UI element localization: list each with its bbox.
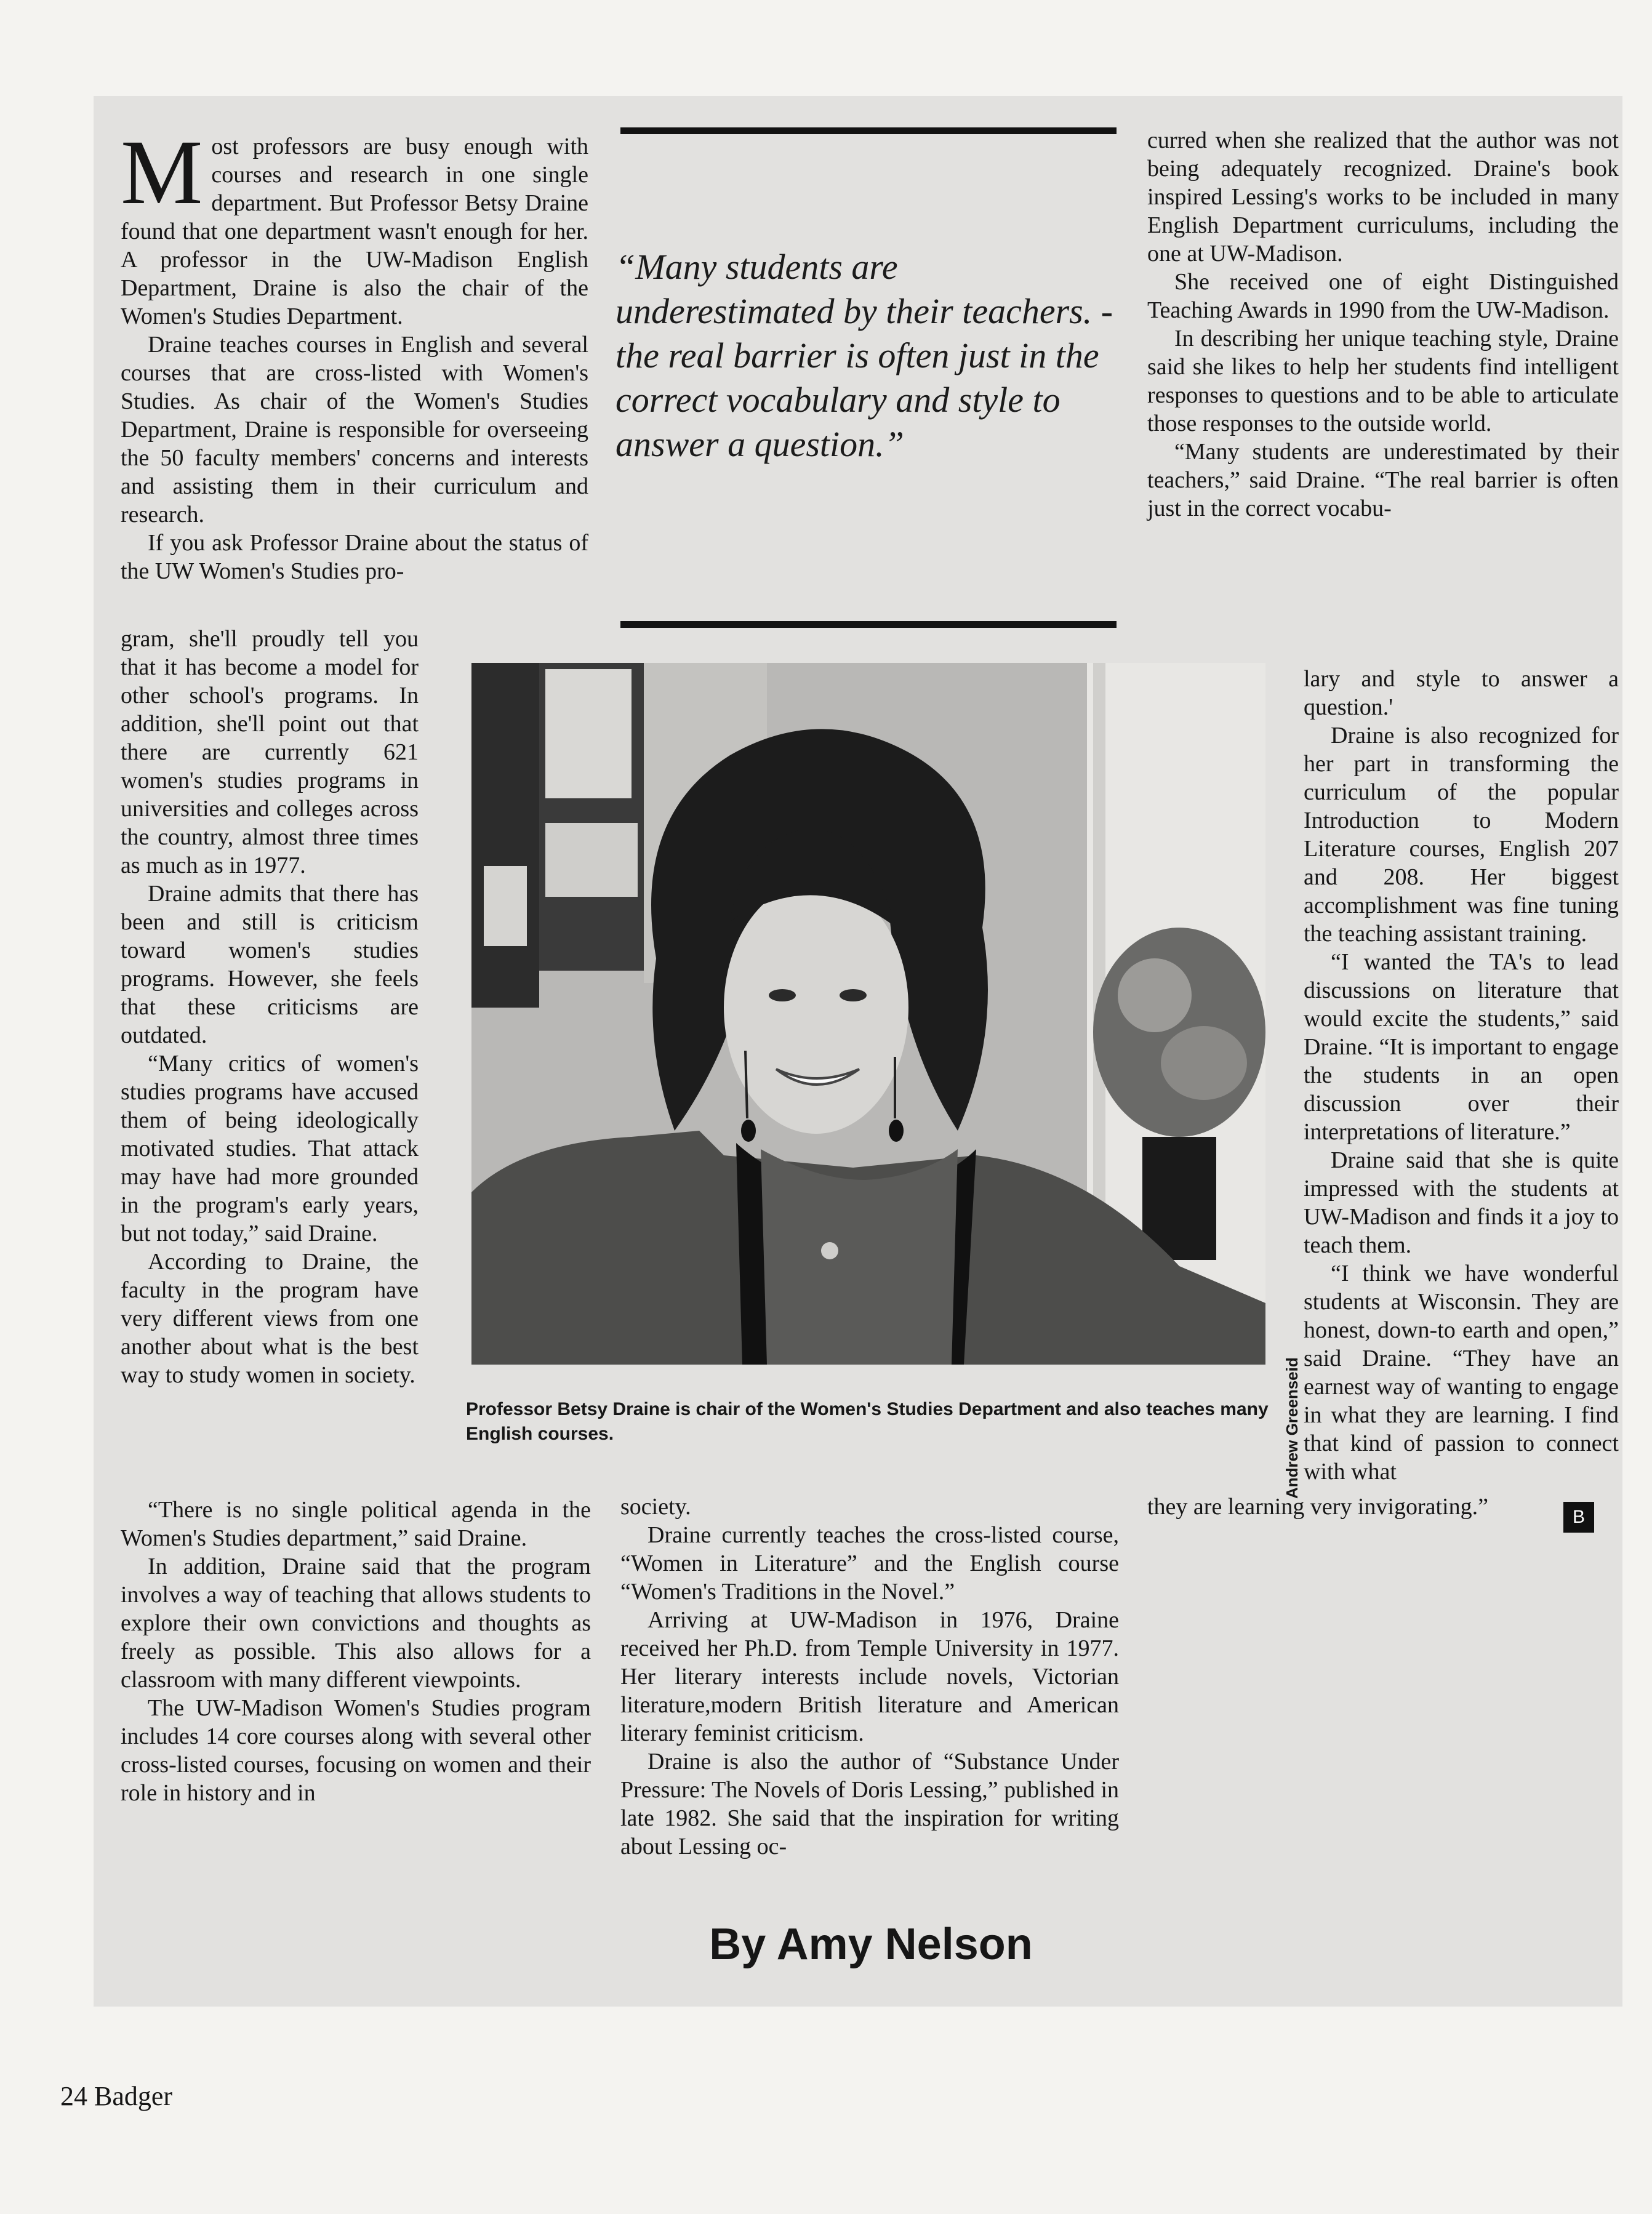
page-folio: 24 Badger	[60, 2081, 173, 2111]
paragraph: Arriving at UW-Madison in 1976, Draine received her Ph.D. from Temple University in 1977. Her literary interests include novels, Victorian literature,modern British literature and American literary feminist criticism.	[620, 1607, 1119, 1746]
paragraph: “There is no single political agenda in the Women's Studies department,” said Draine.	[121, 1497, 591, 1551]
drop-cap: M	[121, 121, 203, 223]
article-column-1-narrow	[121, 625, 419, 1389]
portrait-photo	[471, 663, 1265, 1365]
end-mark-icon: B	[1563, 1502, 1594, 1533]
paragraph: Draine admits that there has been and still is criticism toward women's studies programs. However, she feels that these criticisms are outdated.	[121, 881, 419, 1048]
article-column-1-bottom	[121, 1496, 591, 1807]
portrait-illustration	[471, 663, 1265, 1365]
paragraph: curred when she realized that the author was not being adequately recognized. Draine's book inspired Lessing's works to be included in many English Department curriculums, including the one at UW-Madison.	[1147, 127, 1619, 267]
paragraph: Draine is also the author of “Substance Under Pressure: The Novels of Doris Lessing,” published in late 1982. She said that the inspiration for writing about Lessing oc-	[620, 1749, 1119, 1859]
paragraph: lary and style to answer a question.'	[1304, 666, 1619, 720]
paragraph: Draine is also recognized for her part in transforming the curriculum of the popular Introduction to Modern Literature courses, English 207 and 208. Her biggest accomplishment was fine tuning the teaching assistant training.	[1304, 723, 1619, 947]
photo-caption: Professor Betsy Draine is chair of the Women's Studies Department and also teaches many English courses.	[466, 1399, 1269, 1444]
photo-credit-text: Andrew Greenseid	[1283, 1357, 1301, 1499]
article-column-2	[620, 1493, 1119, 1861]
paragraph: they are learning very invigorating.”	[1147, 1494, 1488, 1520]
paragraph: According to Draine, the faculty in the program have very different views from one another about what is the best way to study women in society.	[121, 1249, 419, 1388]
pullquote-bottom-rule	[620, 621, 1117, 628]
paragraph: She received one of eight Distinguished Teaching Awards in 1990 from the UW-Madison.	[1147, 269, 1619, 323]
paragraph: society.	[620, 1494, 691, 1520]
paragraph: Draine said that she is quite impressed with the students at UW-Madison and finds it a joy to teach them.	[1304, 1147, 1619, 1258]
paragraph: The UW-Madison Women's Studies program includes 14 core courses along with several other cross-listed courses, focusing on women and their role in history and in	[121, 1695, 591, 1806]
paragraph-text: ost professors are busy enough with courses and research in one single department. But Professor Betsy Draine found that one department wasn't enough for her. A professor in the UW-Madison English Department, Draine is also the chair of the Women's Studies Department.	[121, 134, 588, 329]
pullquote-top-rule	[620, 127, 1117, 134]
paragraph: “Many students are underestimated by their teachers,” said Draine. “The real barrier is often just in the correct vocabu-	[1147, 439, 1619, 521]
paragraph: “I think we have wonderful students at Wisconsin. They are honest, down-to earth and open,” said Draine. “They have an earnest way of wanting to engage in what they are learning. I find that kind of passion to connect with what	[1304, 1261, 1619, 1485]
paragraph	[121, 121, 588, 331]
article-column-3-narrow	[1304, 665, 1619, 1486]
paragraph: In addition, Draine said that the program involves a way of teaching that allows students to explore their own convictions and thoughts as freely as possible. This also allows for a classroom with many different viewpoints.	[121, 1554, 591, 1693]
article-column-1	[121, 121, 588, 585]
article-column-3-bottom	[1147, 1493, 1570, 1521]
paragraph: gram, she'll proudly tell you that it has become a model for other school's programs. In addition, she'll point out that there are currently 621 women's studies programs in universities and colleges across the country, almost three times as much as in 1977.	[121, 626, 419, 878]
byline: By Amy Nelson	[709, 1920, 1033, 1969]
photo-credit	[1280, 1357, 1305, 1499]
paragraph: In describing her unique teaching style, Draine said she likes to help her students find intelligent responses to questions and to be able to articulate those responses to the outside world.	[1147, 326, 1619, 436]
paragraph: “Many critics of women's studies programs have accused them of being ideologically motivated studies. That attack may have had more grounded in the program's early years, but not today,” said Draine.	[121, 1051, 419, 1246]
pull-quote: “Many students are underestimated by their teachers. -the real barrier is often just in the correct vocabulary and style to answer a question.”	[615, 247, 1113, 464]
paragraph: If you ask Professor Draine about the status of the UW Women's Studies pro-	[121, 530, 588, 584]
paragraph: Draine teaches courses in English and several courses that are cross-listed with Women's Studies. As chair of the Women's Studies Department, Draine is responsible for overseeing the 50 faculty members' concerns and interests and assisting them in their curriculum and research.	[121, 332, 588, 527]
paragraph: “I wanted the TA's to lead discussions on literature that would excite the students,” said Draine. “It is important to engage the students in an open discussion over their interpretations of literature.”	[1304, 949, 1619, 1145]
article-column-3	[1147, 126, 1619, 523]
paragraph: Draine currently teaches the cross-listed course, “Women in Literature” and the English course “Women's Traditions in the Novel.”	[620, 1522, 1119, 1605]
